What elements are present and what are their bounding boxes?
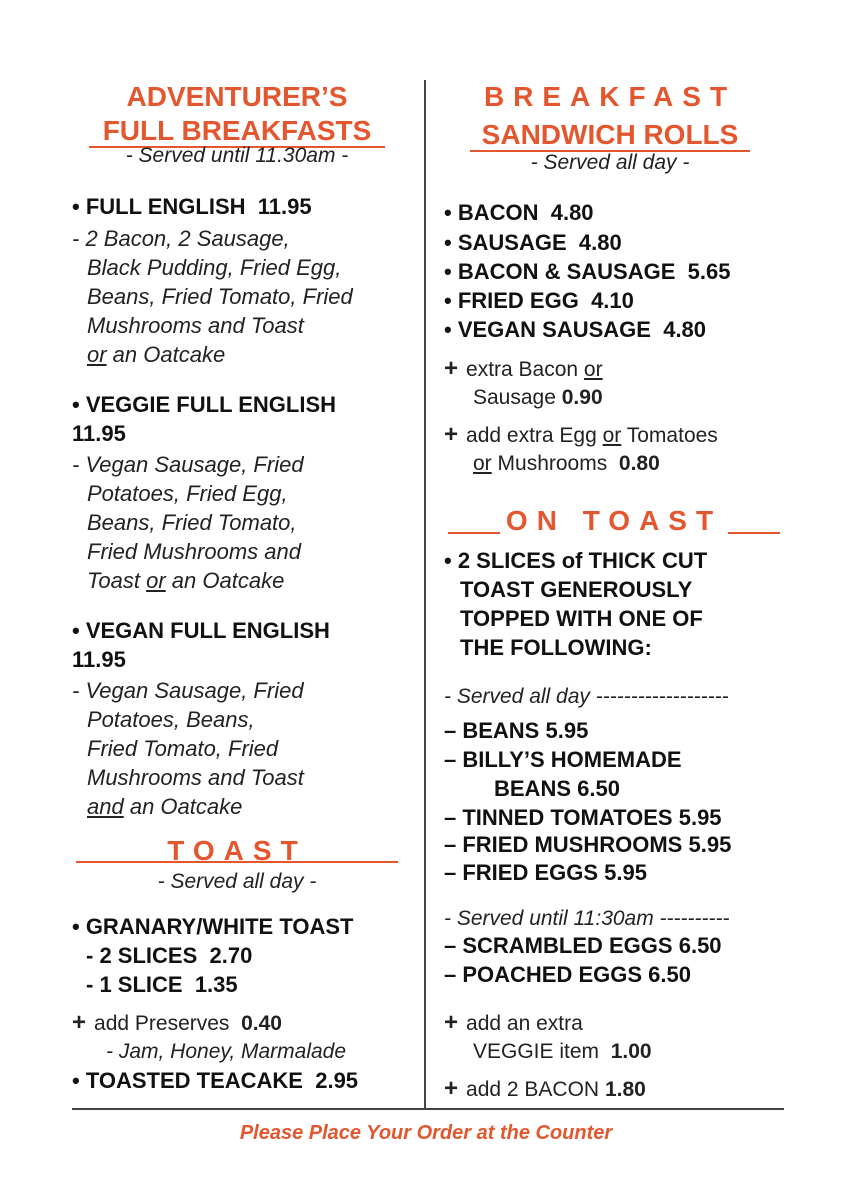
menu-item-poached-eggs: – POACHED EGGS 6.50 (444, 962, 691, 987)
served-all-day-label: - Served all day ------------------- (444, 685, 729, 708)
plus-icon: + (444, 1009, 459, 1036)
item-desc-line: - 2 Bacon, 2 Sausage, (72, 226, 290, 251)
column-divider (424, 80, 426, 1110)
toast-subtitle: - Served all day - (157, 870, 317, 893)
menu-item-veggie-full-english: • VEGGIE FULL ENGLISH (72, 392, 337, 417)
menu-item-billys-beans: BEANS 6.50 (494, 776, 620, 801)
item-desc-line: Beans, Fried Tomato, (87, 510, 297, 535)
on-toast-intro-line: TOPPED WITH ONE OF (460, 606, 703, 631)
sandwich-rolls-title (444, 80, 776, 152)
item-price: 11.95 (72, 421, 126, 446)
toast-option-2-slices: - 2 SLICES 2.70 (86, 943, 253, 968)
served-until-label: - Served until 11:30am ---------- (444, 907, 730, 930)
item-price: 11.95 (257, 194, 312, 219)
sandwich-subtitle: - Served all day - (530, 151, 690, 174)
on-toast-intro-line: THE FOLLOWING: (460, 635, 652, 660)
menu-item-bacon-roll: • BACON 4.80 (444, 200, 594, 225)
item-desc-line: Black Pudding, Fried Egg, (87, 255, 342, 280)
toast-option-1-slice: - 1 SLICE 1.35 (86, 972, 238, 997)
menu-item-full-english: • FULL ENGLISH 11.95 (72, 194, 312, 219)
item-desc-line: Mushrooms and Toast (87, 765, 304, 790)
extra-veggie-item-line2: VEGGIE item 1.00 (473, 1040, 652, 1063)
menu-item-granary-toast: • GRANARY/WHITE TOAST (72, 914, 354, 939)
extra-bacon-sausage-line2: Sausage 0.90 (473, 386, 603, 409)
menu-item-fried-egg-roll: • FRIED EGG 4.10 (444, 288, 634, 313)
preserves-desc: - Jam, Honey, Marmalade (106, 1040, 347, 1063)
plus-icon: + (72, 1009, 87, 1036)
menu-item-sausage-roll: • SAUSAGE 4.80 (444, 230, 622, 255)
extra-egg-tomatoes: + add extra Egg or Tomatoes (444, 421, 718, 448)
item-desc-line: Mushrooms and Toast (87, 313, 304, 338)
item-desc-line: or an Oatcake (87, 342, 226, 367)
menu-item-vegan-full-english: • VEGAN FULL ENGLISH (72, 618, 330, 643)
extra-bacon-sausage: + extra Bacon or (444, 355, 603, 382)
menu-item-scrambled-eggs: – SCRAMBLED EGGS 6.50 (444, 933, 722, 958)
item-name: VEGAN FULL ENGLISH (85, 618, 330, 643)
toast-title: TOAST (167, 835, 307, 866)
menu-item-vegan-sausage-roll: • VEGAN SAUSAGE 4.80 (444, 317, 707, 342)
full-breakfasts-subtitle: - Served until 11.30am - (125, 144, 349, 167)
menu-item-billys-homemade: – BILLY’S HOMEMADE (444, 747, 682, 772)
menu-item-bacon-sausage-roll: • BACON & SAUSAGE 5.65 (444, 259, 731, 284)
item-desc-line: Beans, Fried Tomato, Fried (87, 284, 353, 309)
plus-icon: + (444, 1075, 459, 1102)
title-line-2: FULL BREAKFASTS (89, 115, 386, 148)
plus-icon: + (444, 421, 459, 448)
item-desc-line: Fried Mushrooms and (87, 539, 301, 564)
item-name: FULL ENGLISH (85, 194, 246, 219)
order-at-counter-note: Please Place Your Order at the Counter (239, 1122, 613, 1144)
add-2-bacon: + add 2 BACON 1.80 (444, 1075, 646, 1102)
menu-item-fried-mushrooms: – FRIED MUSHROOMS 5.95 (444, 832, 732, 857)
menu-item-beans: – BEANS 5.95 (444, 718, 589, 743)
on-toast-title: ON TOAST (444, 504, 784, 538)
menu-item-toasted-teacake: • TOASTED TEACAKE 2.95 (72, 1068, 359, 1093)
item-price: 11.95 (72, 647, 126, 672)
item-desc-line: Toast or an Oatcake (87, 568, 285, 593)
footer-divider (72, 1108, 784, 1110)
extra-veggie-item: + add an extra (444, 1009, 583, 1036)
item-desc-line: Fried Tomato, Fried (87, 736, 279, 761)
item-name: VEGGIE FULL ENGLISH (85, 392, 337, 417)
plus-icon: + (444, 355, 459, 382)
title-line-1: BREAKFAST (483, 81, 737, 112)
title-line-1: ADVENTURER’S (126, 81, 348, 112)
menu-item-tinned-tomatoes: – TINNED TOMATOES 5.95 (444, 805, 722, 830)
extra-egg-tomatoes-line2: or Mushrooms 0.80 (473, 452, 660, 475)
on-toast-intro-line: TOAST GENEROUSLY (460, 577, 693, 602)
menu-item-fried-eggs: – FRIED EGGS 5.95 (444, 860, 647, 885)
on-toast-intro-line: • 2 SLICES of THICK CUT (444, 548, 708, 573)
add-preserves: + add Preserves 0.40 (72, 1009, 282, 1036)
title-line-2: SANDWICH ROLLS (470, 119, 751, 152)
item-desc-line: - Vegan Sausage, Fried (72, 452, 304, 477)
item-desc-line: Potatoes, Fried Egg, (87, 481, 288, 506)
full-breakfasts-title (72, 80, 402, 148)
item-desc-line: and an Oatcake (87, 794, 243, 819)
item-desc-line: Potatoes, Beans, (87, 707, 255, 732)
item-desc-line: - Vegan Sausage, Fried (72, 678, 304, 703)
